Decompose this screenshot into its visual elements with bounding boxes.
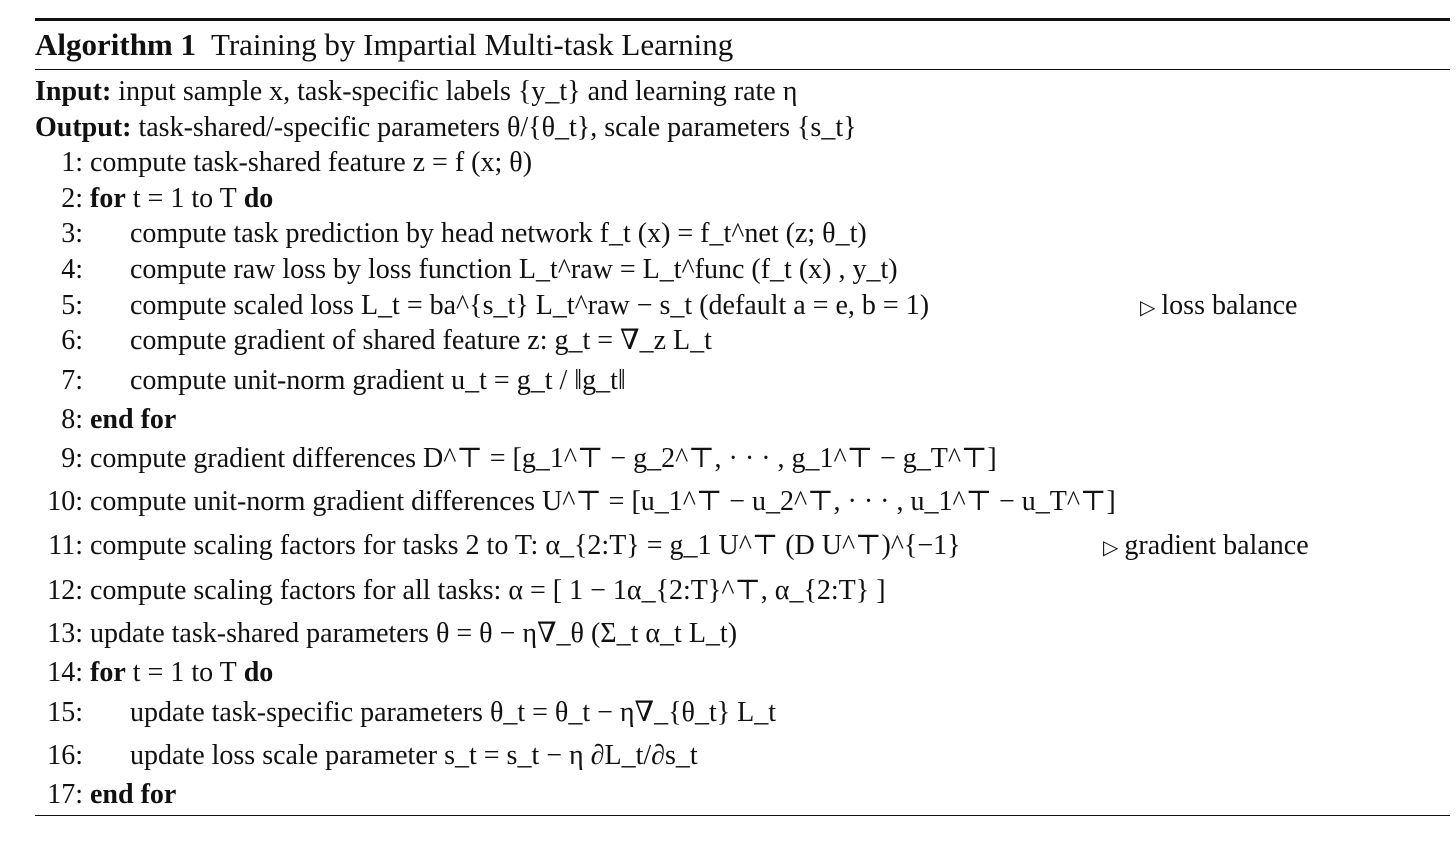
input-line [35,74,1450,110]
algorithm-caption [35,21,1450,69]
keyword-do: do [243,657,274,689]
line-text: compute unit-norm gradient u_t = g_t / ‖g_t‖ [130,364,626,396]
algorithm-line-12 [35,569,1450,612]
algorithm-line-14 [35,655,1450,691]
algorithm-line-13 [35,612,1450,655]
algorithm-line-11 [35,523,1450,569]
input-label: Input: [35,76,112,107]
line-text: compute scaling factors for all tasks: α = [ 1 − 1α_{2:T}^⊤, α_{2:T} ] [90,575,886,607]
line-number: 10: [47,486,83,518]
line-number: 14: [47,657,83,689]
line-text: compute scaling factors for tasks 2 to T: α_{2:T} = g_1 U^⊤ (D U^⊤)^{−1} [90,530,961,562]
algorithm-line-15 [35,691,1450,734]
line-number: 17: [47,778,83,810]
line-number: 3: [61,218,83,250]
keyword-do: do [243,182,274,214]
algorithm-line-3 [35,216,1450,252]
algorithm-line-8 [35,402,1450,438]
line-number: 12: [47,575,83,607]
line-number: 1: [61,147,83,179]
algorithm-line-16 [35,734,1450,777]
algorithm-line-1 [35,145,1450,181]
comment-text: gradient balance [1124,530,1309,562]
keyword-for: for [90,182,126,214]
line-text: update task-specific parameters θ_t = θ_t − η∇_{θ_t} L_t [130,696,777,728]
bottom-rule [35,815,1450,816]
line-text: t = 1 to T [132,657,237,689]
line-number: 16: [47,739,83,771]
line-text: compute scaled loss L_t = ba^{s_t} L_t^raw − s_t (default a = e, b = 1) [130,289,930,321]
algorithm-line-10 [35,480,1450,523]
line-text: update loss scale parameter s_t = s_t − η ∂L_t/∂s_t [130,739,698,771]
line-comment [1103,523,1309,571]
line-number: 11: [48,530,83,562]
line-text: update task-shared parameters θ = θ − η∇_θ (Σ_t α_t L_t) [90,618,738,650]
line-text: compute gradient differences D^⊤ = [g_1^⊤ − g_2^⊤, · · · , g_1^⊤ − g_T^⊤] [90,443,997,475]
comment-text: loss balance [1161,289,1298,321]
line-number: 13: [47,618,83,650]
line-text: compute unit-norm gradient differences U^⊤ = [u_1^⊤ − u_2^⊤, · · · , u_1^⊤ − u_T^⊤] [90,486,1116,518]
algorithm-line-17 [35,777,1450,813]
line-number: 9: [61,443,83,475]
input-text: input sample x, task-specific labels {y_t} and learning rate η [118,76,798,107]
algorithm-line-7 [35,359,1450,402]
line-text: t = 1 to T [132,182,237,214]
line-text: compute task prediction by head network f_t (x) = f_t^net (z; θ_t) [130,218,867,250]
line-comment [1140,288,1297,327]
line-number: 6: [61,325,83,357]
algorithm-label: Algorithm 1 [35,27,197,62]
keyword-end-for: end for [90,778,177,810]
line-text: compute task-shared feature z = f (x; θ) [90,147,533,179]
comment-triangle-icon: ▷ [1103,537,1119,560]
line-number: 4: [61,253,83,285]
algorithm-line-2 [35,181,1450,217]
output-label: Output: [35,111,132,143]
line-number: 2: [61,182,83,214]
line-number: 8: [61,403,83,435]
algorithm-line-9 [35,437,1450,480]
algorithm-line-6 [35,323,1450,359]
line-text: compute gradient of shared feature z: g_t = ∇_z L_t [130,325,712,357]
output-line [35,110,1450,146]
keyword-for: for [90,657,126,689]
line-number: 15: [47,696,83,728]
keyword-end-for: end for [90,403,177,435]
algorithm-block [35,18,1450,816]
line-text: compute raw loss by loss function L_t^raw = L_t^func (f_t (x) , y_t) [130,253,898,285]
algorithm-body [35,70,1450,813]
algorithm-line-4 [35,252,1450,288]
line-number: 7: [61,364,83,396]
algorithm-title: Training by Impartial Multi-task Learning [210,27,734,62]
line-number: 5: [61,289,83,321]
algorithm-line-5 [35,288,1450,324]
output-text: task-shared/-specific parameters θ/{θ_t}, scale parameters {s_t} [138,111,857,143]
comment-triangle-icon: ▷ [1140,296,1156,319]
